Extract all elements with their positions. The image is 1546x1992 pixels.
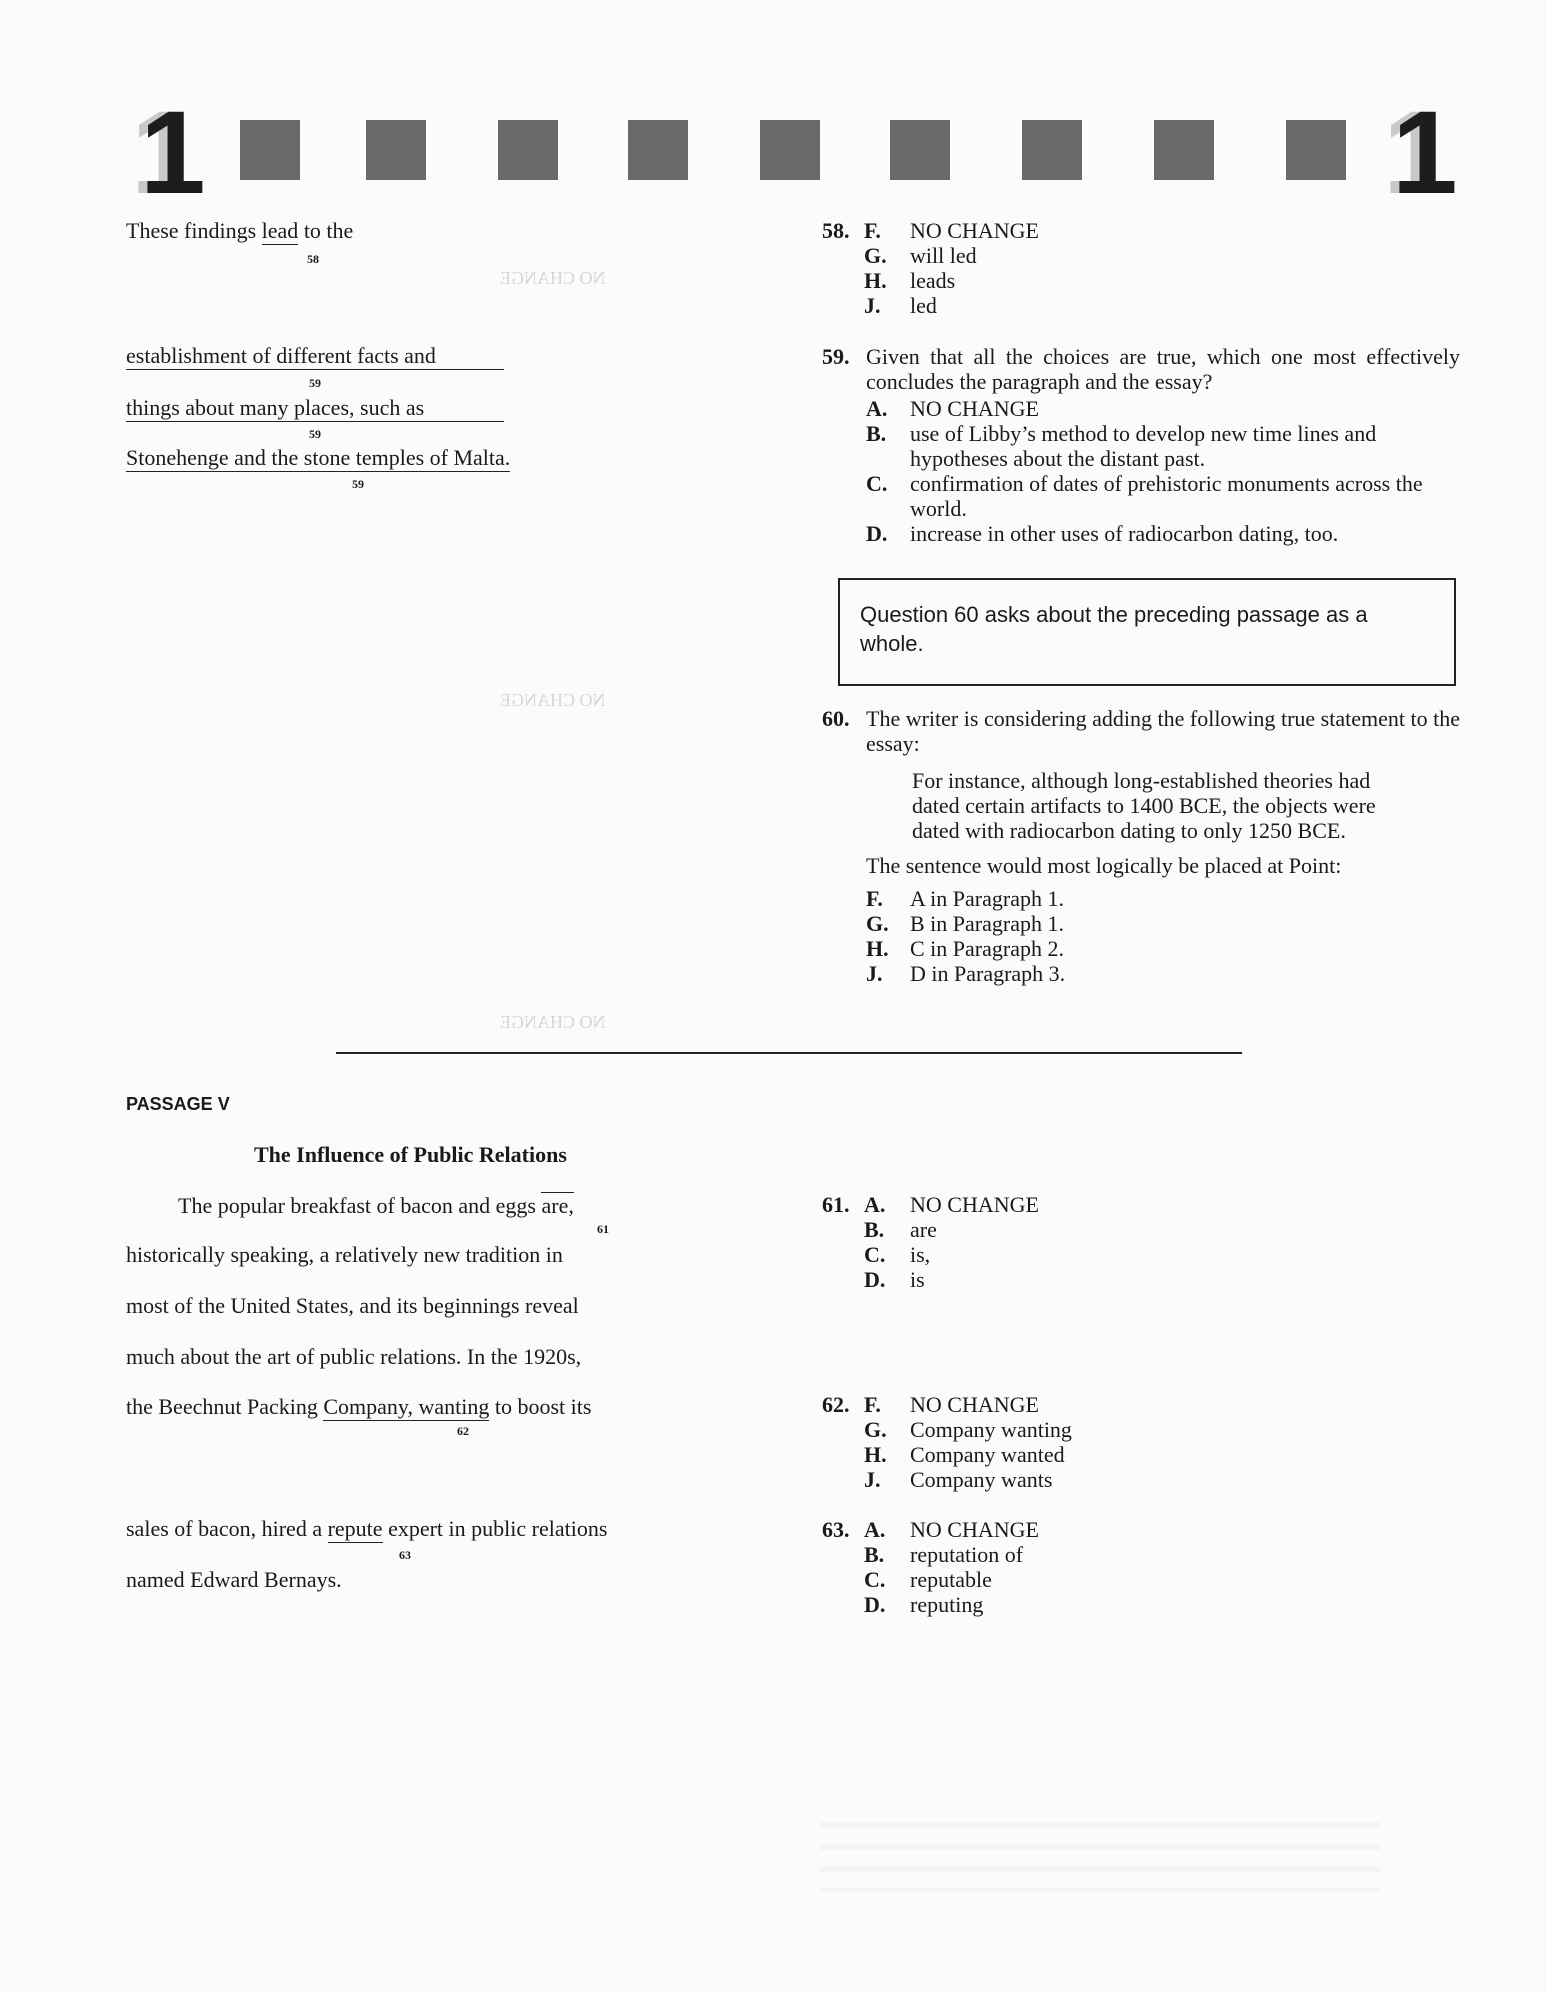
header-block: [240, 120, 300, 180]
passage-line: [126, 395, 504, 422]
option-h[interactable]: leads: [910, 268, 956, 293]
option-b[interactable]: use of Libby’s method to develop new time lines and hypotheses about the distant past.: [910, 421, 1377, 471]
quoted-sentence: For instance, although long-established theories had dated certain artifacts to 1400 BCE, the objects were dated with radiocarbon dating to only 1250 BCE.: [912, 768, 1376, 843]
passage-line: historically speaking, a relatively new tradition in: [126, 1242, 563, 1267]
header-block: [498, 120, 558, 180]
section-divider: [336, 1052, 1242, 1054]
header-block: [890, 120, 950, 180]
passage-line: sales of bacon, hired a repute expert in public relations: [126, 1516, 608, 1541]
option-j[interactable]: D in Paragraph 3.: [910, 961, 1066, 986]
question-marker-59: 59: [309, 427, 321, 441]
option-b[interactable]: are: [910, 1217, 937, 1242]
option-d[interactable]: increase in other uses of radiocarbon dating, too.: [910, 521, 1339, 546]
option-c[interactable]: is,: [910, 1242, 931, 1267]
header-block: [628, 120, 688, 180]
passage-line: [126, 343, 504, 370]
option-j[interactable]: led: [910, 293, 937, 318]
question-marker-59: 59: [352, 477, 364, 491]
option-a[interactable]: NO CHANGE: [910, 396, 1039, 421]
bleed-through-text: NO CHANGE: [500, 690, 606, 710]
underlined-portion-63: repute: [327, 1516, 383, 1541]
question-number: 63.: [822, 1517, 850, 1542]
option-h[interactable]: C in Paragraph 2.: [910, 936, 1064, 961]
underlined-portion-61: are,: [541, 1193, 574, 1218]
passage-label: PASSAGE V: [126, 1094, 230, 1114]
underlined-portion-59: Stonehenge and the stone temples of Malta.: [126, 445, 511, 470]
passage-line: the Beechnut Packing Company, wanting to boost its: [126, 1394, 592, 1419]
question-marker-63: 63: [399, 1548, 411, 1562]
option-b[interactable]: reputation of: [910, 1542, 1024, 1567]
option-c[interactable]: confirmation of dates of prehistoric monuments across the world.: [910, 471, 1423, 521]
question-stem: The writer is considering adding the following true statement to the essay:: [866, 706, 1460, 756]
option-g[interactable]: will led: [910, 243, 977, 268]
header-block: [1286, 120, 1346, 180]
question-58: 58. F. NO CHANGE G. will led H. leads J. led: [822, 218, 1039, 318]
passage-line: These findings lead to the: [126, 218, 354, 243]
question-61: 61. A. NO CHANGE B. are C. is, D. is: [822, 1192, 1039, 1292]
bleed-through-text: NO CHANGE: [500, 1012, 606, 1032]
instruction-text: Question 60 asks about the preceding passage as a whole.: [860, 602, 1368, 656]
bleed-through-text: NO CHANGE: [500, 268, 606, 288]
question-stem: Given that all the choices are true, which one most effectively concludes the paragraph and the essay?: [866, 344, 1460, 394]
question-number: 61.: [822, 1192, 850, 1217]
option-a[interactable]: NO CHANGE: [910, 1192, 1039, 1217]
question-62: 62. F. NO CHANGE G. Company wanting H. Company wanted J. Company wants: [822, 1392, 1072, 1492]
header-block: [760, 120, 820, 180]
question-number: 60.: [822, 706, 850, 731]
question-marker-59: 59: [309, 376, 321, 390]
option-g[interactable]: Company wanting: [910, 1417, 1072, 1442]
passage-line: [126, 445, 510, 472]
header-block: [1154, 120, 1214, 180]
passage-line: named Edward Bernays.: [126, 1567, 342, 1592]
underlined-portion-62: Company, wanting: [323, 1394, 490, 1419]
passage-line: most of the United States, and its beginnings reveal: [126, 1293, 579, 1318]
section-number-right: 1: [1392, 87, 1458, 219]
bleed-through-footer: [820, 1822, 1380, 1892]
header-block: [1022, 120, 1082, 180]
question-63: 63. A. NO CHANGE B. reputation of C. reputable D. reputing: [822, 1517, 1039, 1617]
passage-line: The popular breakfast of bacon and eggs are,: [178, 1193, 574, 1218]
option-d[interactable]: is: [910, 1267, 925, 1292]
header-block: [366, 120, 426, 180]
question-prompt: The sentence would most logically be placed at Point:: [866, 853, 1342, 878]
option-f[interactable]: NO CHANGE: [910, 1392, 1039, 1417]
instruction-box: [838, 578, 1456, 686]
option-f[interactable]: A in Paragraph 1.: [910, 886, 1064, 911]
option-g[interactable]: B in Paragraph 1.: [910, 911, 1064, 936]
option-j[interactable]: Company wants: [910, 1467, 1053, 1492]
option-a[interactable]: NO CHANGE: [910, 1517, 1039, 1542]
passage-title: The Influence of Public Relations: [254, 1142, 567, 1167]
question-number: 62.: [822, 1392, 850, 1417]
option-h[interactable]: Company wanted: [910, 1442, 1065, 1467]
question-59: 59. Given that all the choices are true, which one most effectively concludes the paragraph and the essay? A. NO CHANGE B. use of Libby’s method to develop new time lines and hypotheses about the distant past. C. confirmation of dates of prehistoric monuments across the world. D. increase in other uses of radiocarbon dating, too.: [822, 344, 1460, 546]
option-c[interactable]: reputable: [910, 1567, 992, 1592]
underlined-portion-58: lead: [261, 218, 299, 243]
passage-line: much about the art of public relations. In the 1920s,: [126, 1344, 582, 1369]
option-d[interactable]: reputing: [910, 1592, 984, 1617]
question-60: 60. The writer is considering adding the following true statement to the essay: For instance, although long-established theories had dated certain artifacts to 1400 BCE, the objects were dated with radiocarbon dating to only 1250 BCE. The sentence would most logically be placed at Point: F. A in Paragraph 1. G. B in Paragraph 1. H. C in Paragraph 2. J. D in Paragraph 3.: [822, 706, 1460, 986]
option-f[interactable]: NO CHANGE: [910, 218, 1039, 243]
question-marker-61: 61: [597, 1222, 609, 1236]
section-number-left: 1: [140, 87, 206, 219]
question-number: 58.: [822, 218, 850, 243]
question-number: 59.: [822, 344, 850, 369]
underlined-portion-59: things about many places, such as: [126, 395, 504, 422]
underlined-portion-59: establishment of different facts and: [126, 343, 504, 370]
question-marker-58: 58: [307, 252, 319, 266]
question-marker-62: 62: [457, 1424, 469, 1438]
